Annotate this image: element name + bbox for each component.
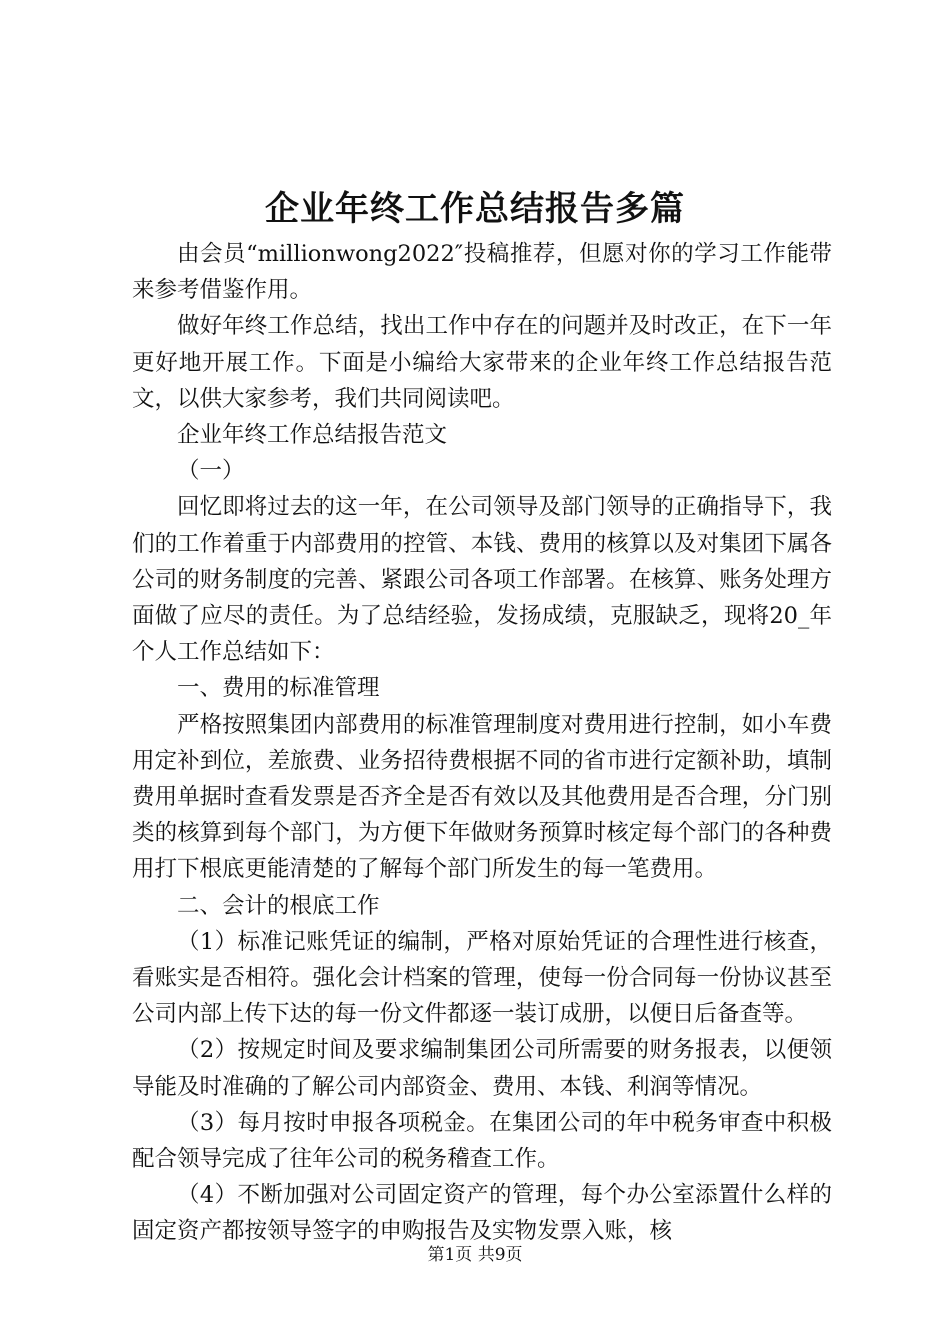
paragraph-item-4: （4）不断加强对公司固定资产的管理，每个办公室添置什么样的固定资产都按领导签字的申购报告及实物发票入账，核	[132, 1182, 832, 1245]
paragraph-expense: 严格按照集团内部费用的标准管理制度对费用进行控制，如小车费用定补到位，差旅费、业务招待费根据不同的省市进行定额补助，填制费用单据时查看发票是否齐全是否有效以及其他费用是否合理，分门别类的核算到每个部门，为方便下年做财务预算时核定每个部门的各种费用打下根底更能清楚的了解每个部门所发生的每一笔费用。	[132, 711, 832, 883]
section-heading: 企业年终工作总结报告范文	[177, 422, 448, 449]
paragraph-item-1: （1）标准记账凭证的编制，严格对原始凭证的合理性进行核查，看账实是否相符。强化会计档案的管理，使每一份合同每一份协议甚至公司内部上传下达的每一份文件都逐一装订成册，以便日后备查等。	[132, 928, 832, 1028]
document-body	[132, 236, 832, 1250]
page-footer: 第1页 共9页	[427, 1245, 523, 1265]
paragraph-item-3: （3）每月按时申报各项税金。在集团公司的年中税务审查中积极配合领导完成了往年公司的税务稽查工作。	[132, 1109, 832, 1173]
paragraph-item-2: （2）按规定时间及要求编制集团公司所需要的财务报表，以便领导能及时准确的了解公司内部资金、费用、本钱、利润等情况。	[132, 1037, 832, 1100]
document-title: 企业年终工作总结报告多篇	[265, 189, 685, 229]
paragraph-preface: 做好年终工作总结，找出工作中存在的问题并及时改正，在下一年更好地开展工作。下面是小编给大家带来的企业年终工作总结报告范文，以供大家参考，我们共同阅读吧。	[132, 313, 832, 412]
paragraph-intro: 由会员“millionwong2022″投稿推荐，但愿对你的学习工作能带来参考借鉴作用。	[132, 241, 832, 304]
paragraph-review: 回忆即将过去的这一年，在公司领导及部门领导的正确指导下，我们的工作着重于内部费用的控管、本钱、费用的核算以及对集团下属各公司的财务制度的完善、紧跟公司各项工作部署。在核算、账务处理方面做了应尽的责任。为了总结经验，发扬成绩，克服缺乏，现将20_年个人工作总结如下：	[132, 494, 832, 666]
subheading-expense: 一、费用的标准管理	[177, 675, 380, 702]
subheading-accounting: 二、会计的根底工作	[177, 892, 380, 919]
part-number: （一）	[177, 458, 245, 485]
